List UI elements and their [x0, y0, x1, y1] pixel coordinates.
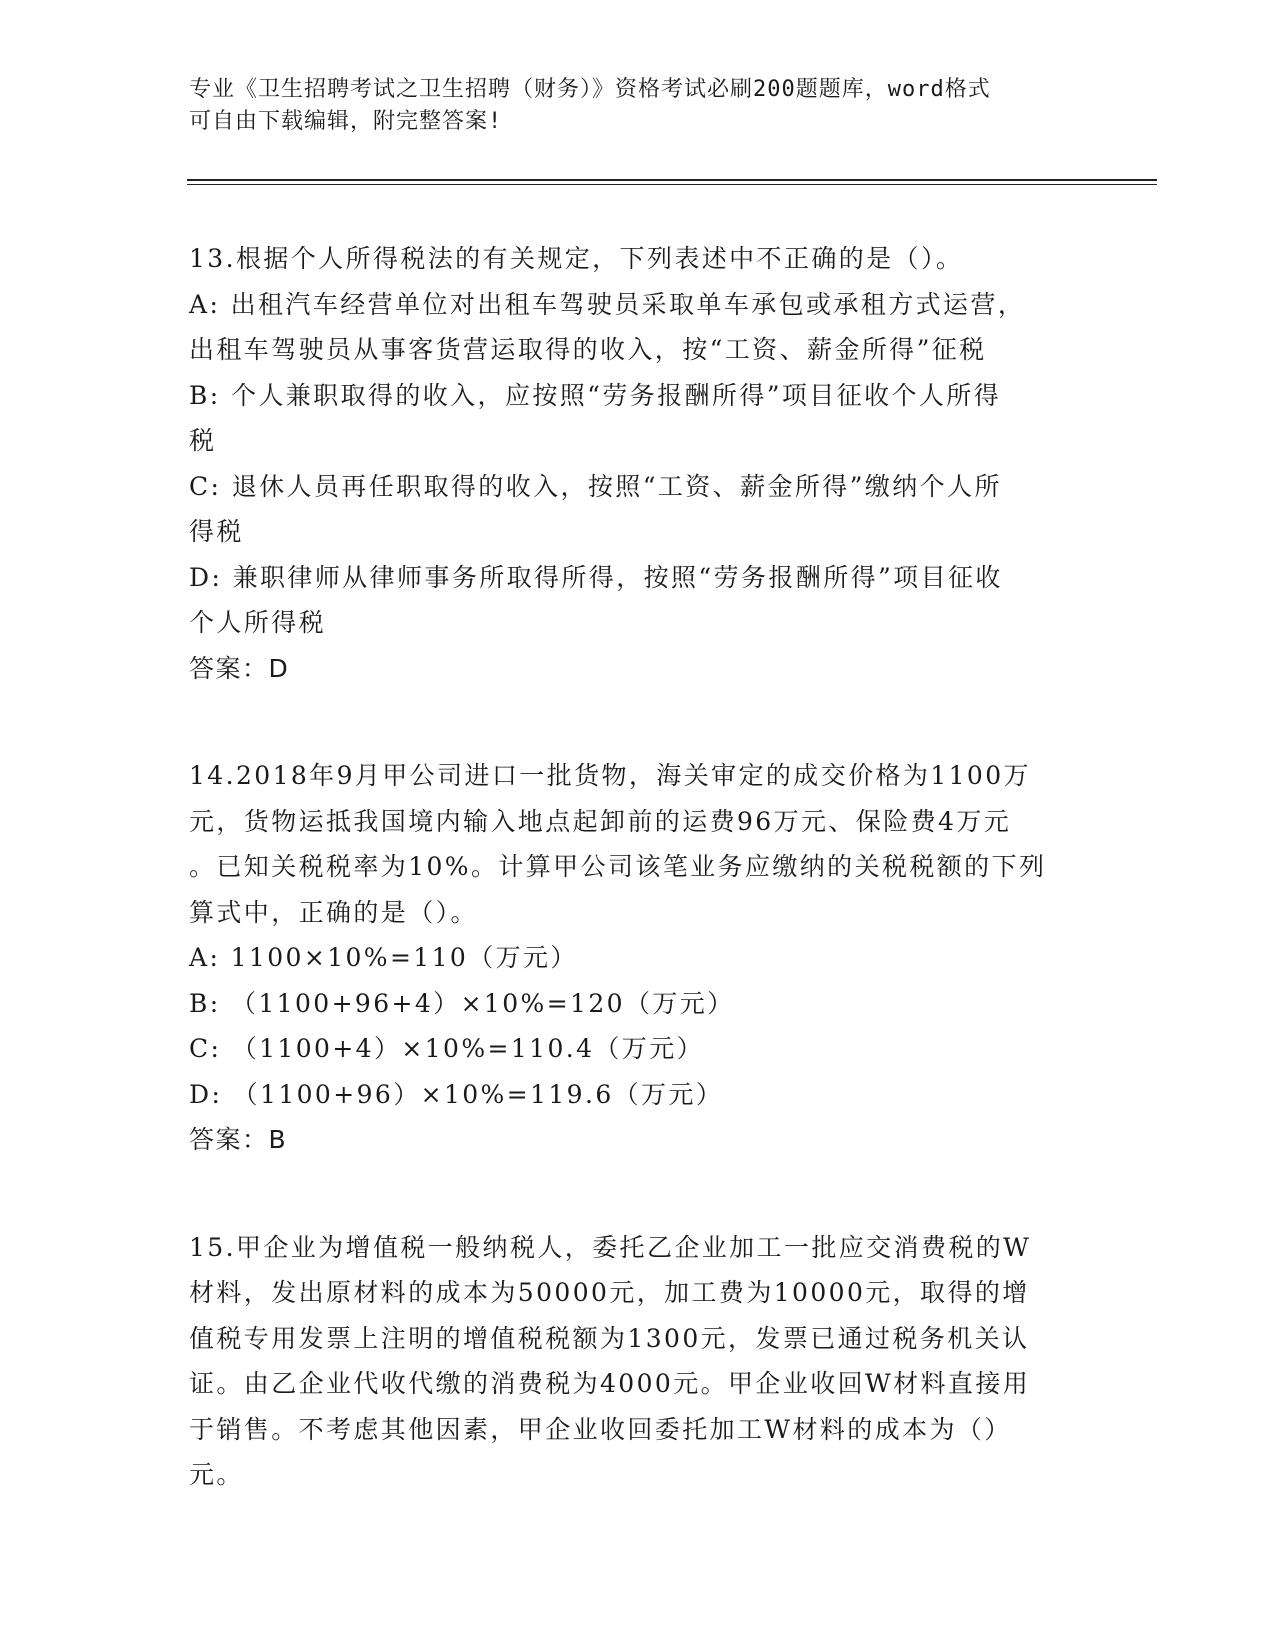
option-a: A: 出租汽车经营单位对出租车驾驶员采取单车承包或承租方式运营，	[189, 289, 1026, 319]
option-b: B: （1100+96+4）×10%=120（万元）	[189, 988, 735, 1018]
header-line: 专业《卫生招聘考试之卫生招聘（财务）》资格考试必刷200题题库，word格式	[189, 77, 991, 102]
question-stem-continued: 算式中，正确的是（）。	[189, 897, 478, 927]
option-c: C: （1100+4）×10%=110.4（万元）	[189, 1034, 705, 1063]
option-c-continued: 得税	[189, 517, 244, 546]
option-a: A: 1100×10%=110（万元）	[189, 943, 578, 972]
question-stem-continued: 值税专用发票上注明的增值税税额为1300元，发票已通过税务机关认	[189, 1323, 1030, 1353]
answer-label: 答案：B	[189, 1125, 288, 1154]
option-d-continued: 个人所得税	[189, 608, 327, 637]
question-stem: 15.甲企业为增值税一般纳税人，委托乙企业加工一批应交消费税的W	[189, 1232, 1032, 1262]
option-b-continued: 税	[189, 426, 217, 455]
option-a-continued: 出租车驾驶员从事客货营运取得的收入，按“工资、薪金所得”征税	[189, 335, 987, 364]
option-d: D: （1100+96）×10%=119.6（万元）	[189, 1079, 724, 1109]
question-stem: 14.2018年9月甲公司进口一批货物，海关审定的成交价格为1100万	[189, 761, 1031, 790]
question-stem-continued: 元，货物运抵我国境内输入地点起卸前的运费96万元、保险费4万元	[189, 806, 1012, 836]
page-header	[189, 74, 1069, 138]
answer-label: 答案：D	[189, 653, 290, 683]
option-b: B: 个人兼职取得的收入，应按照“劳务报酬所得”项目征收个人所得	[189, 380, 1002, 410]
question-stem-continued: 材料，发出原材料的成本为50000元，加工费为10000元，取得的增	[189, 1278, 1030, 1307]
question-15	[189, 1225, 1089, 1498]
option-c: C: 退休人员再任职取得的收入，按照“工资、薪金所得”缴纳个人所	[189, 471, 1002, 501]
header-divider	[187, 179, 1157, 185]
question-stem-continued: 。已知关税税率为10%。计算甲公司该笔业务应缴纳的关税税额的下列	[189, 852, 1047, 881]
header-line: 可自由下载编辑，附完整答案!	[189, 109, 503, 134]
question-stem: 13.根据个人所得税法的有关规定，下列表述中不正确的是（）。	[189, 244, 964, 273]
question-stem-continued: 元。	[189, 1460, 244, 1489]
question-14	[189, 753, 1089, 1163]
question-13	[189, 236, 1089, 691]
question-list	[189, 236, 1089, 1560]
question-stem-continued: 证。由乙企业代收代缴的消费税为4000元。甲企业收回W材料直接用	[189, 1369, 1031, 1398]
option-d: D: 兼职律师从律师事务所取得所得，按照“劳务报酬所得”项目征收	[189, 562, 1003, 592]
question-stem-continued: 于销售。不考虑其他因素，甲企业收回委托加工W材料的成本为（）	[189, 1414, 1012, 1444]
